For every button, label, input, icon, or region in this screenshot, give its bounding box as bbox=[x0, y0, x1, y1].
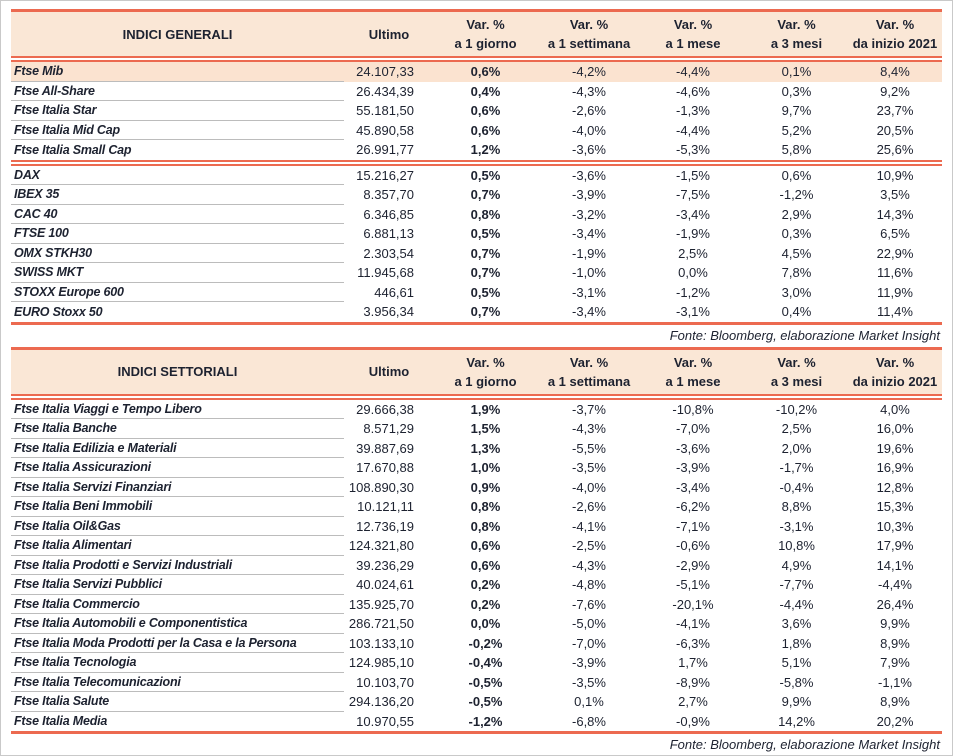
column-header-var-1day bbox=[434, 15, 537, 53]
table-row bbox=[11, 653, 942, 673]
var-1month-value: 2,7% bbox=[678, 694, 708, 710]
column-header-line1: Var. % bbox=[777, 17, 816, 32]
index-name: Ftse Italia Media bbox=[14, 714, 108, 729]
var-1day-value: 0,6% bbox=[470, 538, 501, 554]
var-3months-value: -1,7% bbox=[779, 460, 814, 476]
index-name: Ftse Italia Star bbox=[11, 101, 344, 121]
ultimo-value: 103.133,10 bbox=[348, 635, 414, 651]
index-name: SWISS MKT bbox=[11, 263, 344, 283]
var-1day-value: 0,4% bbox=[470, 83, 501, 99]
var-1week-value: -6,8% bbox=[572, 713, 606, 729]
var-1day-value: 0,7% bbox=[470, 304, 501, 320]
column-header-line2: da inizio 2021 bbox=[852, 36, 938, 51]
var-3months-value: 3,6% bbox=[781, 616, 812, 632]
table-row bbox=[11, 244, 942, 264]
var-1week-value: -3,7% bbox=[572, 401, 606, 417]
table-row bbox=[11, 400, 942, 420]
var-3months-value: -1,2% bbox=[779, 187, 814, 203]
var-ytd-value: -4,4% bbox=[878, 577, 912, 593]
table-row bbox=[11, 121, 942, 141]
var-ytd-value: 10,9% bbox=[876, 167, 914, 183]
var-1month-value: -6,3% bbox=[676, 635, 710, 651]
var-1month-value: -1,5% bbox=[676, 167, 710, 183]
var-1day-value: 0,2% bbox=[470, 596, 501, 612]
var-1month-value: -3,6% bbox=[676, 440, 710, 456]
index-name: OMX STKH30 bbox=[11, 244, 344, 264]
ultimo-value: 55.181,50 bbox=[356, 103, 414, 119]
var-ytd-value: 15,3% bbox=[876, 499, 914, 515]
var-3months-value: 14,2% bbox=[778, 713, 815, 729]
var-ytd-value: 14,3% bbox=[876, 206, 914, 222]
index-name: Ftse Italia Beni Immobili bbox=[11, 497, 344, 517]
column-header-ultimo: Ultimo bbox=[368, 26, 410, 42]
var-1month-value: -3,1% bbox=[676, 304, 710, 320]
table-row bbox=[11, 673, 942, 693]
var-1week-value: -3,6% bbox=[572, 167, 606, 183]
index-name: Ftse Italia Banche bbox=[11, 419, 344, 439]
var-3months-value: -7,7% bbox=[779, 577, 814, 593]
table-row bbox=[11, 62, 942, 82]
column-header-line1: Var. % bbox=[875, 354, 915, 370]
index-name: DAX bbox=[11, 166, 344, 186]
var-1day-value: -0,5% bbox=[468, 674, 503, 690]
ultimo-value: 3.956,34 bbox=[363, 304, 414, 320]
var-1week-value: -3,6% bbox=[572, 142, 606, 158]
table-title: INDICI GENERALI bbox=[122, 26, 233, 42]
table-row bbox=[11, 82, 942, 102]
ultimo-value: 6.346,85 bbox=[363, 206, 414, 222]
source-note: Fonte: Bloomberg, elaborazione Market Insight bbox=[669, 327, 940, 343]
column-header-line1: Var. % bbox=[673, 354, 713, 370]
var-1week-value: -4,0% bbox=[572, 479, 606, 495]
ultimo-value: 286.721,50 bbox=[348, 616, 414, 632]
column-header-var-1day bbox=[434, 353, 537, 391]
var-3months-value: -4,4% bbox=[779, 596, 814, 612]
table-row bbox=[11, 419, 942, 439]
ultimo-value: 17.670,88 bbox=[356, 460, 414, 476]
var-1day-value: -0,2% bbox=[468, 635, 503, 651]
var-1day-value: 1,3% bbox=[470, 440, 501, 456]
table-header bbox=[11, 350, 942, 394]
var-ytd-value: 3,5% bbox=[880, 187, 910, 203]
var-3months-value: -3,1% bbox=[779, 518, 814, 534]
var-1week-value: -3,4% bbox=[572, 304, 606, 320]
var-1month-value: -3,4% bbox=[676, 206, 710, 222]
var-1month-value: -0,9% bbox=[676, 713, 710, 729]
var-1month-value: -7,5% bbox=[676, 187, 710, 203]
index-name: Ftse Italia Oil&Gas bbox=[11, 517, 344, 537]
var-ytd-value: 9,2% bbox=[880, 83, 910, 99]
column-header-line1: Var. % bbox=[569, 17, 609, 32]
table-section-italian-indices bbox=[11, 62, 942, 160]
var-1month-value: 0,0% bbox=[678, 265, 708, 281]
table-row bbox=[11, 517, 942, 537]
column-header-line1: Var. % bbox=[673, 17, 713, 32]
index-name: Ftse Italia Salute bbox=[11, 692, 344, 712]
index-name: EURO Stoxx 50 bbox=[14, 304, 103, 319]
var-1week-value: -4,1% bbox=[572, 518, 606, 534]
var-1week-value: -3,9% bbox=[572, 187, 606, 203]
ultimo-value: 124.321,80 bbox=[348, 538, 414, 554]
ultimo-value: 294.136,20 bbox=[348, 694, 414, 710]
var-ytd-value: 16,0% bbox=[876, 421, 914, 437]
index-name: FTSE 100 bbox=[11, 224, 344, 244]
var-1month-value: -6,2% bbox=[676, 499, 710, 515]
var-1day-value: 0,6% bbox=[470, 557, 501, 573]
column-header-var-3months bbox=[745, 353, 848, 391]
var-1week-value: -3,5% bbox=[572, 674, 606, 690]
index-name: Ftse Italia Automobili e Componentistica bbox=[11, 614, 344, 634]
var-1week-value: -5,5% bbox=[572, 440, 606, 456]
table-row bbox=[11, 263, 942, 283]
var-ytd-value: 10,3% bbox=[876, 518, 914, 534]
var-1week-value: -1,9% bbox=[572, 245, 606, 261]
var-3months-value: 10,8% bbox=[778, 538, 815, 554]
var-ytd-value: 4,0% bbox=[880, 401, 910, 417]
var-1day-value: 0,5% bbox=[470, 226, 501, 242]
var-3months-value: 0,3% bbox=[781, 226, 812, 242]
var-3months-value: 4,9% bbox=[781, 557, 812, 573]
column-header-var-1month bbox=[641, 353, 745, 391]
var-1month-value: -1,3% bbox=[676, 103, 710, 119]
column-header-var-1month bbox=[641, 15, 745, 53]
var-ytd-value: 19,6% bbox=[876, 440, 914, 456]
table-row bbox=[11, 497, 942, 517]
var-1day-value: 0,0% bbox=[470, 616, 501, 632]
column-header-line2: a 1 mese bbox=[665, 373, 721, 389]
var-1month-value: -2,9% bbox=[676, 557, 710, 573]
column-header-line1: Var. % bbox=[466, 17, 505, 32]
column-header-line1: Var. % bbox=[466, 354, 505, 370]
var-1day-value: -1,2% bbox=[468, 713, 503, 729]
var-1month-value: 1,7% bbox=[678, 655, 708, 671]
var-ytd-value: 8,4% bbox=[880, 64, 910, 80]
var-1week-value: -7,6% bbox=[572, 596, 606, 612]
var-3months-value: -0,4% bbox=[779, 479, 814, 495]
table-row bbox=[11, 712, 942, 732]
var-ytd-value: 12,8% bbox=[876, 479, 914, 495]
var-ytd-value: 7,9% bbox=[880, 655, 910, 671]
table-row bbox=[11, 634, 942, 654]
var-1month-value: -10,8% bbox=[672, 401, 714, 417]
var-1week-value: -4,3% bbox=[572, 557, 606, 573]
var-ytd-value: 26,4% bbox=[876, 596, 914, 612]
var-1month-value: -1,9% bbox=[676, 226, 710, 242]
index-name: Ftse Italia Commercio bbox=[11, 595, 344, 615]
table-title: INDICI SETTORIALI bbox=[117, 364, 238, 379]
var-1week-value: -7,0% bbox=[572, 635, 606, 651]
table-bottom-border bbox=[11, 322, 942, 325]
column-header-line2: a 1 giorno bbox=[454, 373, 517, 389]
var-3months-value: 4,5% bbox=[781, 245, 812, 261]
column-header-line2: a 1 mese bbox=[665, 36, 721, 51]
column-header-var-ytd bbox=[848, 15, 942, 53]
var-1month-value: -4,6% bbox=[676, 83, 710, 99]
var-ytd-value: 23,7% bbox=[876, 103, 914, 119]
ultimo-value: 446,61 bbox=[374, 284, 414, 300]
var-1week-value: -3,5% bbox=[572, 460, 606, 476]
var-1month-value: -5,1% bbox=[676, 577, 710, 593]
var-ytd-value: 8,9% bbox=[880, 635, 910, 651]
ultimo-value: 15.216,27 bbox=[356, 167, 414, 183]
ultimo-value: 39.236,29 bbox=[356, 557, 414, 573]
var-3months-value: 0,3% bbox=[781, 83, 812, 99]
var-ytd-value: 11,9% bbox=[877, 284, 913, 300]
var-1week-value: -4,2% bbox=[572, 64, 606, 80]
table-bottom-border bbox=[11, 731, 942, 734]
table-row bbox=[11, 614, 942, 634]
var-1day-value: 1,9% bbox=[470, 401, 501, 417]
var-ytd-value: 20,2% bbox=[876, 713, 914, 729]
column-header-var-3months bbox=[745, 15, 848, 53]
var-3months-value: 3,0% bbox=[781, 284, 812, 300]
var-3months-value: 2,5% bbox=[781, 421, 812, 437]
var-ytd-value: 9,9% bbox=[880, 616, 910, 632]
var-ytd-value: 17,9% bbox=[876, 538, 914, 554]
var-1day-value: 0,6% bbox=[470, 64, 501, 80]
column-header-var-1week bbox=[537, 15, 641, 53]
var-3months-value: 9,9% bbox=[781, 694, 812, 710]
var-1month-value: -4,4% bbox=[676, 64, 710, 80]
table-row bbox=[11, 458, 942, 478]
ultimo-value: 26.434,39 bbox=[356, 83, 414, 99]
var-1week-value: -2,5% bbox=[572, 538, 606, 554]
index-name: Ftse All-Share bbox=[11, 82, 344, 102]
ultimo-value: 10.121,11 bbox=[357, 499, 414, 515]
ultimo-value: 10.970,55 bbox=[356, 713, 414, 729]
column-header-line2: a 1 settimana bbox=[547, 36, 631, 51]
var-3months-value: 2,9% bbox=[781, 206, 812, 222]
index-name: Ftse Italia Alimentari bbox=[11, 536, 344, 556]
index-name: Ftse Italia Assicurazioni bbox=[11, 458, 344, 478]
var-ytd-value: 11,4% bbox=[877, 304, 913, 320]
column-header-var-1week bbox=[537, 353, 641, 391]
var-3months-value: 0,6% bbox=[781, 167, 812, 183]
var-1week-value: -4,8% bbox=[572, 577, 606, 593]
var-1week-value: -5,0% bbox=[572, 616, 606, 632]
table-row bbox=[11, 478, 942, 498]
ultimo-value: 2.303,54 bbox=[363, 245, 414, 261]
var-1day-value: 0,7% bbox=[470, 187, 501, 203]
var-3months-value: 1,8% bbox=[781, 635, 812, 651]
var-ytd-value: 6,5% bbox=[880, 226, 910, 242]
ultimo-value: 135.925,70 bbox=[348, 596, 414, 612]
var-3months-value: 5,8% bbox=[781, 142, 812, 158]
column-header-line2: a 1 settimana bbox=[547, 373, 631, 389]
table-row bbox=[11, 140, 942, 160]
index-name: Ftse Italia Telecomunicazioni bbox=[11, 673, 344, 693]
table-row bbox=[11, 101, 942, 121]
var-1month-value: -7,1% bbox=[676, 518, 710, 534]
table-row bbox=[11, 595, 942, 615]
var-1day-value: 0,7% bbox=[470, 265, 501, 281]
var-3months-value: -5,8% bbox=[779, 674, 814, 690]
var-1month-value: -8,9% bbox=[676, 674, 710, 690]
var-1week-value: -2,6% bbox=[572, 499, 606, 515]
column-header-ultimo: Ultimo bbox=[368, 364, 410, 379]
var-1week-value: -1,0% bbox=[572, 265, 606, 281]
column-header-var-ytd bbox=[848, 353, 942, 391]
var-3months-value: 5,2% bbox=[781, 122, 812, 138]
ultimo-value: 8.357,70 bbox=[363, 187, 414, 203]
ultimo-value: 40.024,61 bbox=[356, 577, 414, 593]
ultimo-value: 10.103,70 bbox=[356, 674, 414, 690]
var-ytd-value: -1,1% bbox=[878, 674, 912, 690]
index-name: Ftse Italia Servizi Finanziari bbox=[11, 478, 344, 498]
var-1month-value: 2,5% bbox=[678, 245, 708, 261]
table-row bbox=[11, 439, 942, 459]
var-1week-value: -4,3% bbox=[572, 421, 606, 437]
column-header-line2: a 3 mesi bbox=[770, 36, 823, 51]
var-1day-value: 1,0% bbox=[470, 460, 501, 476]
var-3months-value: 0,4% bbox=[781, 304, 812, 320]
index-name: Ftse Italia Servizi Pubblici bbox=[11, 575, 344, 595]
var-1week-value: -3,9% bbox=[572, 655, 606, 671]
var-1week-value: -3,1% bbox=[572, 284, 606, 300]
var-1day-value: 0,8% bbox=[470, 499, 501, 515]
table-row bbox=[11, 224, 942, 244]
var-1day-value: 0,9% bbox=[470, 479, 501, 495]
index-name: Ftse Italia Prodotti e Servizi Industriali bbox=[11, 556, 344, 576]
index-name: IBEX 35 bbox=[11, 185, 344, 205]
var-1day-value: -0,5% bbox=[468, 694, 503, 710]
var-1month-value: -1,2% bbox=[676, 284, 710, 300]
var-3months-value: -10,2% bbox=[775, 401, 818, 417]
var-1day-value: 0,6% bbox=[470, 122, 501, 138]
index-name: Ftse Italia Tecnologia bbox=[11, 653, 344, 673]
var-3months-value: 0,1% bbox=[781, 64, 812, 80]
index-name: Ftse Italia Viaggi e Tempo Libero bbox=[11, 400, 344, 420]
column-header-line1: Var. % bbox=[875, 17, 915, 32]
table-header bbox=[11, 12, 942, 56]
index-name: Ftse Italia Mid Cap bbox=[11, 121, 344, 141]
var-3months-value: 5,1% bbox=[781, 655, 812, 671]
table-row bbox=[11, 205, 942, 225]
table-row bbox=[11, 302, 942, 322]
var-1week-value: -4,0% bbox=[572, 122, 606, 138]
var-1day-value: 0,7% bbox=[470, 245, 501, 261]
var-1month-value: -3,9% bbox=[676, 460, 710, 476]
var-1month-value: -5,3% bbox=[676, 142, 710, 158]
var-ytd-value: 20,5% bbox=[876, 122, 914, 138]
ultimo-value: 108.890,30 bbox=[348, 479, 414, 495]
var-1month-value: -7,0% bbox=[676, 421, 710, 437]
index-name: CAC 40 bbox=[11, 205, 344, 225]
var-ytd-value: 11,6% bbox=[877, 265, 913, 281]
table-indici-settoriali bbox=[11, 347, 942, 735]
ultimo-value: 8.571,29 bbox=[363, 421, 414, 437]
var-1day-value: 0,2% bbox=[470, 577, 501, 593]
var-1week-value: -3,2% bbox=[572, 206, 606, 222]
var-1month-value: -4,4% bbox=[676, 122, 710, 138]
ultimo-value: 39.887,69 bbox=[356, 440, 414, 456]
var-1week-value: -3,4% bbox=[572, 226, 606, 242]
table-row bbox=[11, 536, 942, 556]
ultimo-value: 11.945,68 bbox=[357, 265, 414, 281]
var-1day-value: 0,5% bbox=[470, 167, 501, 183]
var-1day-value: -0,4% bbox=[468, 655, 503, 671]
var-1day-value: 0,5% bbox=[470, 284, 501, 300]
var-1day-value: 1,2% bbox=[470, 142, 501, 158]
ultimo-value: 6.881,13 bbox=[363, 226, 414, 242]
index-name: Ftse Mib bbox=[11, 62, 344, 82]
var-1month-value: -3,4% bbox=[676, 479, 710, 495]
table-section-sector-indices bbox=[11, 400, 942, 732]
table-section-international-indices bbox=[11, 166, 942, 322]
var-1month-value: -20,1% bbox=[672, 596, 714, 612]
var-1day-value: 0,8% bbox=[470, 518, 501, 534]
var-ytd-value: 25,6% bbox=[876, 142, 914, 158]
index-name: STOXX Europe 600 bbox=[11, 283, 344, 303]
var-1week-value: -2,6% bbox=[572, 103, 606, 119]
column-header-line2: da inizio 2021 bbox=[852, 373, 938, 389]
column-header-line2: a 1 giorno bbox=[454, 36, 517, 51]
index-name: Ftse Italia Moda Prodotti per la Casa e la Persona bbox=[11, 634, 344, 654]
index-name: Ftse Italia Edilizia e Materiali bbox=[11, 439, 344, 459]
ultimo-value: 124.985,10 bbox=[348, 655, 414, 671]
var-1day-value: 1,5% bbox=[470, 421, 501, 437]
table-row bbox=[11, 283, 942, 303]
var-ytd-value: 14,1% bbox=[876, 557, 914, 573]
var-1month-value: -4,1% bbox=[676, 616, 710, 632]
source-note: Fonte: Bloomberg, elaborazione Market Insight bbox=[669, 737, 940, 752]
var-1day-value: 0,6% bbox=[470, 103, 501, 119]
var-3months-value: 2,0% bbox=[781, 440, 812, 456]
ultimo-value: 26.991,77 bbox=[356, 142, 414, 158]
index-name: Ftse Italia Small Cap bbox=[14, 142, 132, 157]
var-3months-value: 9,7% bbox=[781, 103, 812, 119]
column-header-line2: a 3 mesi bbox=[770, 373, 823, 389]
table-indici-generali bbox=[11, 9, 942, 325]
ultimo-value: 12.736,19 bbox=[356, 518, 414, 534]
var-ytd-value: 22,9% bbox=[876, 245, 914, 261]
ultimo-value: 24.107,33 bbox=[356, 64, 414, 80]
table-row bbox=[11, 556, 942, 576]
table-row bbox=[11, 692, 942, 712]
var-3months-value: 7,8% bbox=[781, 265, 812, 281]
var-1week-value: 0,1% bbox=[574, 694, 604, 710]
table-row bbox=[11, 575, 942, 595]
column-header-line1: Var. % bbox=[569, 354, 609, 370]
ultimo-value: 29.666,38 bbox=[356, 401, 414, 417]
var-1day-value: 0,8% bbox=[470, 206, 501, 222]
column-header-line1: Var. % bbox=[777, 354, 816, 370]
table-row bbox=[11, 185, 942, 205]
table-row bbox=[11, 166, 942, 186]
var-ytd-value: 16,9% bbox=[876, 460, 914, 476]
var-ytd-value: 8,9% bbox=[880, 694, 910, 710]
ultimo-value: 45.890,58 bbox=[356, 122, 414, 138]
var-1week-value: -4,3% bbox=[572, 83, 606, 99]
var-1month-value: -0,6% bbox=[676, 538, 710, 554]
var-3months-value: 8,8% bbox=[781, 499, 812, 515]
